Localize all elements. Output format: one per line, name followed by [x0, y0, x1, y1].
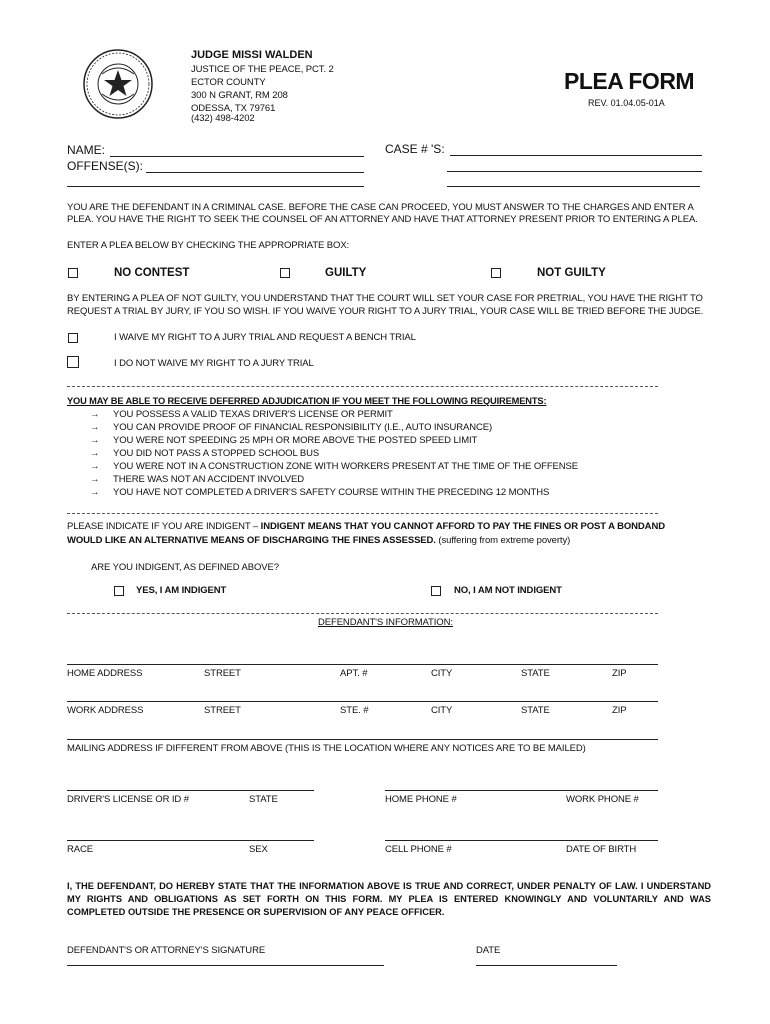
work-state-label: STATE	[521, 705, 550, 716]
waive-jury-label: I WAIVE MY RIGHT TO A JURY TRIAL AND REQUEST A BENCH TRIAL	[114, 332, 416, 343]
indigent-line-2	[67, 535, 570, 546]
indigent-yes-checkbox[interactable]	[114, 586, 124, 596]
divider-1	[67, 386, 658, 387]
arrow-icon: →	[90, 474, 100, 485]
intro-line-2: PLEA. YOU HAVE THE RIGHT TO SEEK THE COUNSEL OF AN ATTORNEY AND HAVE THAT ATTORNEY PRESENT PRIOR TO ENTERING A PLEA.	[67, 214, 698, 225]
arrow-icon: →	[90, 461, 100, 472]
home-state-label: STATE	[521, 668, 550, 679]
sex-label: SEX	[249, 844, 268, 855]
indigent-definition-2: WOULD LIKE AN ALTERNATIVE MEANS OF DISCHARGING THE FINES ASSESSED.	[67, 535, 436, 546]
offense-label: OFFENSE(S):	[67, 159, 144, 173]
work-street-label: STREET	[204, 705, 241, 716]
cell-dob-field[interactable]	[385, 840, 658, 841]
date-field[interactable]	[476, 965, 617, 966]
offense-field[interactable]	[146, 172, 364, 173]
judge-name: JUDGE MISSI WALDEN	[191, 49, 313, 61]
case-field[interactable]	[450, 155, 702, 156]
divider-3	[67, 613, 658, 614]
guilty-checkbox[interactable]	[280, 268, 290, 278]
cell-phone-label: CELL PHONE #	[385, 844, 452, 855]
home-street-label: STREET	[204, 668, 241, 679]
address-line-1: 300 N GRANT, RM 208	[191, 90, 288, 101]
indigent-lead: PLEASE INDICATE IF YOU ARE INDIGENT –	[67, 521, 261, 532]
arrow-icon: →	[90, 487, 100, 498]
declaration-line-3: COMPLETED OUTSIDE THE PRESENCE OR SUPERVISION OF ANY PEACE OFFICER.	[67, 907, 445, 917]
work-ste-label: STE. #	[340, 705, 369, 716]
work-city-label: CITY	[431, 705, 453, 716]
home-phone-label: HOME PHONE #	[385, 794, 457, 805]
arrow-icon: →	[90, 435, 100, 446]
deferred-heading: YOU MAY BE ABLE TO RECEIVE DEFERRED ADJUDICATION IF YOU MEET THE FOLLOWING REQUIREMENTS:	[67, 396, 547, 406]
dl-state-label: STATE	[249, 794, 278, 805]
race-sex-field[interactable]	[67, 840, 314, 841]
offense-field-2[interactable]	[67, 186, 364, 187]
declaration-line-2: MY RIGHTS AND OBLIGATIONS AS SET FORTH ON THIS FORM. MY PLEA IS ENTERED KNOWINGLY AND VOLUNTARILY AND WAS	[67, 894, 711, 904]
indigent-no-label: NO, I AM NOT INDIGENT	[454, 585, 562, 596]
keep-jury-checkbox[interactable]	[67, 356, 79, 368]
no-contest-checkbox[interactable]	[68, 268, 78, 278]
declaration-line-1: I, THE DEFENDANT, DO HEREBY STATE THAT THE INFORMATION ABOVE IS TRUE AND CORRECT, UNDER PENALTY OF LAW. I UNDERSTAND	[67, 881, 711, 891]
address-line-2: ODESSA, TX 79761	[191, 103, 276, 114]
mailing-address-label: MAILING ADDRESS IF DIFFERENT FROM ABOVE (THIS IS THE LOCATION WHERE ANY NOTICES ARE TO BE MAILED)	[67, 743, 586, 754]
plea-instruction: ENTER A PLEA BELOW BY CHECKING THE APPROPRIATE BOX:	[67, 240, 350, 251]
phone-line: (432) 498-4202	[191, 113, 255, 124]
requirement-item: YOU CAN PROVIDE PROOF OF FINANCIAL RESPONSIBILITY (I.E., AUTO INSURANCE)	[113, 422, 493, 433]
requirement-item: YOU POSSESS A VALID TEXAS DRIVER'S LICENSE OR PERMIT	[113, 409, 393, 420]
home-apt-label: APT. #	[340, 668, 368, 679]
requirement-item: YOU HAVE NOT COMPLETED A DRIVER'S SAFETY COURSE WITHIN THE PRECEDING 12 MONTHS	[113, 487, 550, 498]
requirement-item: YOU WERE NOT IN A CONSTRUCTION ZONE WITH WORKERS PRESENT AT THE TIME OF THE OFFENSE	[113, 461, 578, 472]
work-phone-label: WORK PHONE #	[566, 794, 639, 805]
case-field-3[interactable]	[447, 186, 700, 187]
phone-field[interactable]	[385, 790, 658, 791]
arrow-icon: →	[90, 448, 100, 459]
home-address-field[interactable]	[67, 664, 658, 665]
declaration-text	[67, 880, 711, 919]
arrow-icon: →	[90, 409, 100, 420]
indigent-no-checkbox[interactable]	[431, 586, 441, 596]
dob-label: DATE OF BIRTH	[566, 844, 637, 855]
office-line: JUSTICE OF THE PEACE, PCT. 2	[191, 64, 334, 75]
work-address-label: WORK ADDRESS	[67, 705, 144, 716]
requirement-item: YOU DID NOT PASS A STOPPED SCHOOL BUS	[113, 448, 320, 459]
race-label: RACE	[67, 844, 93, 855]
mailing-address-field[interactable]	[67, 739, 658, 740]
work-address-field[interactable]	[67, 701, 658, 702]
keep-jury-label: I DO NOT WAIVE MY RIGHT TO A JURY TRIAL	[114, 358, 314, 369]
date-label: DATE	[476, 945, 501, 956]
no-contest-label: NO CONTEST	[114, 267, 190, 279]
drivers-license-field[interactable]	[67, 790, 314, 791]
intro-line-1: YOU ARE THE DEFENDANT IN A CRIMINAL CASE. BEFORE THE CASE CAN PROCEED, YOU MUST ANSWER TO THE CHARGES AND ENTER A	[67, 202, 694, 213]
home-city-label: CITY	[431, 668, 453, 679]
defendant-info-heading: DEFENDANT'S INFORMATION:	[318, 617, 453, 628]
divider-2	[67, 513, 658, 514]
drivers-license-label: DRIVER'S LICENSE OR ID #	[67, 794, 189, 805]
requirement-item: YOU WERE NOT SPEEDING 25 MPH OR MORE ABOVE THE POSTED SPEED LIMIT	[113, 435, 478, 446]
revision: REV. 01.04.05-01A	[588, 98, 665, 108]
case-field-2[interactable]	[447, 171, 702, 172]
arrow-icon: →	[90, 422, 100, 433]
not-guilty-label: NOT GUILTY	[537, 267, 606, 279]
indigent-question: ARE YOU INDIGENT, AS DEFINED ABOVE?	[91, 562, 279, 573]
county-line: ECTOR COUNTY	[191, 77, 266, 88]
waive-jury-checkbox[interactable]	[68, 333, 78, 343]
case-label: CASE # 'S:	[385, 142, 445, 156]
home-zip-label: ZIP	[612, 668, 627, 679]
work-zip-label: ZIP	[612, 705, 627, 716]
indigent-line-1	[67, 521, 665, 532]
indigent-definition-1: INDIGENT MEANS THAT YOU CANNOT AFFORD TO PAY THE FINES OR POST A BONDAND	[260, 521, 665, 532]
indigent-yes-label: YES, I AM INDIGENT	[136, 585, 227, 596]
jury-line-2: REQUEST A TRIAL BY JURY, IF YOU SO WISH. IF YOU WAIVE YOUR RIGHT TO A JURY TRIAL, YOUR CASE WILL BE TRIED BEFORE THE JUDGE.	[67, 306, 704, 317]
not-guilty-checkbox[interactable]	[491, 268, 501, 278]
signature-label: DEFENDANT'S OR ATTORNEY'S SIGNATURE	[67, 945, 266, 956]
home-address-label: HOME ADDRESS	[67, 668, 143, 679]
requirement-item: THERE WAS NOT AN ACCIDENT INVOLVED	[113, 474, 305, 485]
name-label: NAME:	[67, 143, 106, 157]
county-seal	[82, 48, 154, 120]
form-title: PLEA FORM	[564, 68, 695, 94]
guilty-label: GUILTY	[325, 267, 367, 279]
name-field[interactable]	[110, 156, 364, 157]
jury-line-1: BY ENTERING A PLEA OF NOT GUILTY, YOU UNDERSTAND THAT THE COURT WILL SET YOUR CASE FOR PRETRIAL, YOU HAVE THE RIGHT TO	[67, 293, 703, 304]
indigent-paren: (suffering from extreme poverty)	[435, 535, 571, 546]
signature-field[interactable]	[67, 965, 384, 966]
